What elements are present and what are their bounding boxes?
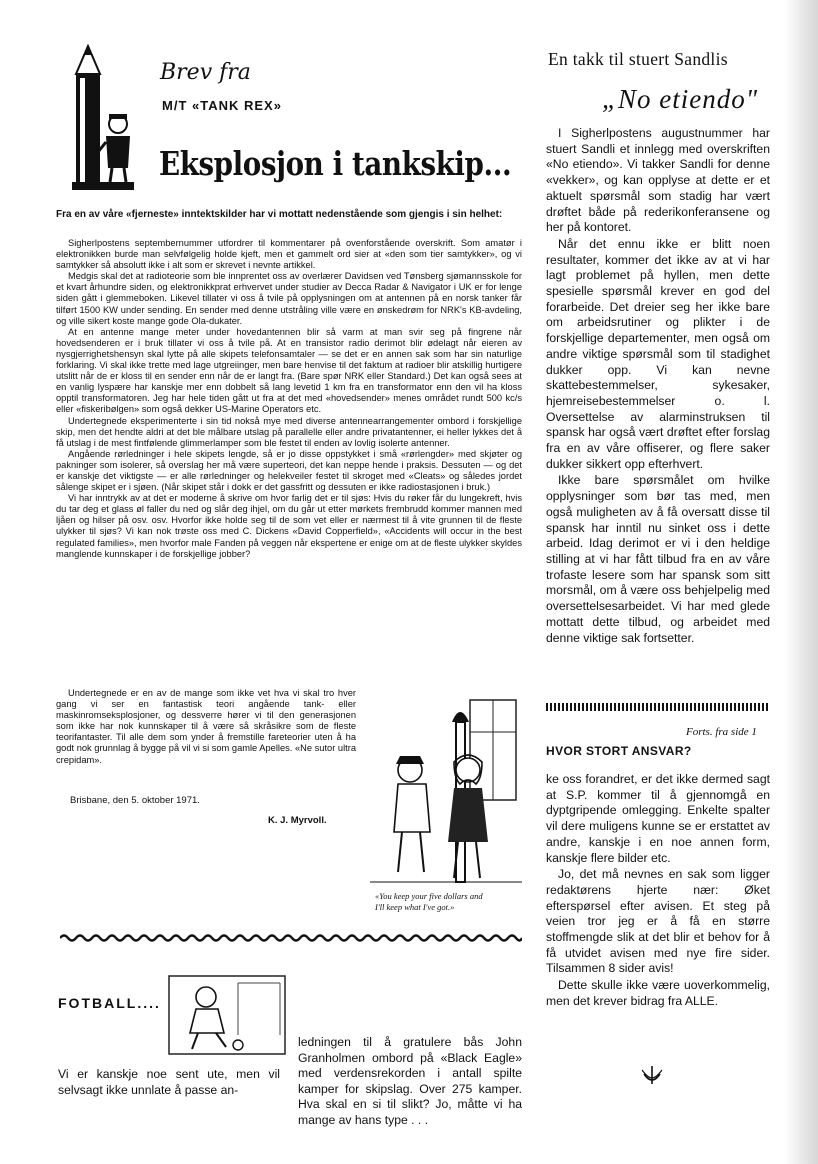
article-paragraph: At en antenne mange meter under hovedantennen blir så varm at man svir seg på fingrene når hovedsenderen er i bruk tillater vi oss å tvile på. At en transistor radio derimot blir ødelagt når eieren av nysgjerrighetshensyn skal lytte på alle skipets telefonsamtaler — se det er en annen sak som har sin naturlige forklaring. Vi skal ikke trette med lage utgreiinger, men bare henvise til det faktum at radioer blir atskillig hurtigere utslitt når de er kloss til en sender enn når de er langt fra. (Bare spør NRK eller Standard.) Det kan også sees at en vanlig lyspære har kanskje mer enn dobbelt så lang levetid 1 km fra en transformator enn den vil ha kloss opptil transformatoren. Jeg har hele tiden gått ut fra at det med «hovedsender» menes området rundt 500 kc/s eller «fiskeribølgen» som også dekker US-Marine Operators etc. xyxy=(56,326,522,415)
caption-line: I'll keep what I've got.» xyxy=(375,902,455,912)
article-body xyxy=(56,238,522,560)
end-ornament xyxy=(640,1064,664,1086)
signature: K. J. Myrvoll. xyxy=(268,815,327,826)
right-article-body xyxy=(546,126,770,647)
article-paragraph: Undertegnede er en av de mange som ikke vet hva vi skal tro hver gang vi ser en fantastisk teori angående tank- eller maskinromseksplosjoner, og dessverre hører vi til den generasjonen som ikke har nok kunnskaper til å være så skråsikre som de fleste teorifantaster. Til alle dem som ynder å fremstille fareteorier uten å ha godt nok grunnlag å bygge på vil vi si som gamle Apelles. «Ne sutor ultra crepidam». xyxy=(56,688,356,765)
fotball-cartoon xyxy=(168,975,286,1055)
article-paragraph: Medgis skal det at radioteorie som ble innprentet oss av overlærer Davidsen ved Tønsberg sjømannsskole for et kvart århundre siden, og elektronikkprat erhvervet under studier av Decca Radar & Navigator i UK er for lenge siden gått i glemmeboken. Likevel tillater vi oss å tvile på opplysningen om at antennen på en norsk tanker får tilført 1500 KW under sending. En sender med denne utstråling ville være en ønskedrøm for NRK's KB-avdeling, og ville sikert koste mange gode Ola-dukater. xyxy=(56,271,522,326)
headline: Eksplosjon i tankskip... xyxy=(159,144,512,183)
right-kicker: En takk til stuert Sandlis xyxy=(548,49,728,69)
article-paragraph: Undertegnede eksperimenterte i sin tid nokså mye med diverse antennearrangementer ombord i forskjellige skip, men det hendte aldri at det ble målbare utslag på parallelle eller andre privatantenner, ei heller lykkes det å få utslag i de mest fintfølende glimmerlamper som ble festet til enden av lovlig isolerte antenner. xyxy=(56,415,522,448)
handwritten-kicker: Brev fra xyxy=(160,60,251,85)
right-paragraph: Ikke bare spørsmålet om hvilke opplysninger som bør tas med, men også muligheten av å få oversatt disse til spansk har inntil nu sinket oss i dette arbeid. Idag derimot er vi i den heldige stilling at vi har fått tilbud fra en av våre trofaste lesere som har spansk som sitt morsmål, om å være oss behjelpelig med oversettelsesarbeidet. Vi har med glede mottatt dette tilbud, og arbeidet med denne viktige sak fortsetter. xyxy=(546,473,770,645)
right-paragraph: Jo, det må nevnes en sak som ligger redaktørens hjerte nær: Øket efterspørsel efter avisen. Et steg på veien tror jeg er å få en større stoffmengde slik at det blir et behov for å få utvidet avisen med nye fire sider. Tilsammen 8 sider avis! xyxy=(546,867,770,976)
cartoon-illustration xyxy=(370,692,522,887)
scan-shadow xyxy=(784,0,818,1164)
article-paragraph: Angående rørledninger i hele skipets lengde, så er jo disse oppstykket i små «rørlengder» med skjøter og pakninger som isolerer, så overslag her må være superteori, det kan neppe hende i praksis. Dessuten — og det er kanskje det viktigste — er alle rørledninger og helekveiler festet til skroget med «Cleats» og således jordet sålenge skipet er i sjøen. (Når skipet står i dokk er det gassfritt og dessuten er ikke radiostasjonen i bruk.) xyxy=(56,448,522,493)
right-title: „No etiendo" xyxy=(602,84,759,114)
article-last-paragraph xyxy=(56,688,356,766)
right-paragraph: ke oss forandret, er det ikke dermed sagt at S.P. kommer til å gjennomgå en dyptgripende omlegging. Enkelte spalter vil dere muligens kunne se er erstattet av andre, kanskje i en noe annen form, kanskje flere bilder etc. xyxy=(546,772,770,865)
fotball-text-left: Vi er kanskje noe sent ute, men vil selvsagt ikke unnlate å passe an- xyxy=(58,1067,280,1097)
fotball-title: FOTBALL.... xyxy=(58,995,161,1011)
ship-name: M/T «TANK REX» xyxy=(162,98,282,113)
place-date: Brisbane, den 5. oktober 1971. xyxy=(70,795,200,806)
article-lead: Fra en av våre «fjerneste» inntektskilder har vi mottatt nedenstående som gjengis i sin helhet: xyxy=(56,209,503,220)
cartoon-caption xyxy=(375,891,525,913)
dotted-divider xyxy=(546,703,770,711)
right-paragraph: Når det ennu ikke er blitt noen resultater, kommer det ikke av at vi har lagt problemet på hyllen, men dette spesielle spørsmål krever en god del forarbeide. Det dreier seg her ikke bare om arbeidsrutiner og plikter i de forskjellige departementer, men også om andre viktige spørsmål som til stadighet dukker opp. Vi kan nevne skattebestemmelser, sykesaker, hjemreisebestemmelser o. l. Oversettelse av alarminstruksen til spansk har også vært drøftet efter forslag fra en av våre offiserer, og flere saker dukker sikkert opp efterhvert. xyxy=(546,236,770,471)
fotball-text-right: ledningen til å gratulere bås John Granholmen ombord på «Black Eagle» med verdensrekorden i antall spilte kamper for skipslag. Over 275 kamper. Hva skal en si til slikt? Jo, måtte vi ha mange av hans type . . . xyxy=(298,1035,522,1127)
continued-headline: HVOR STORT ANSVAR? xyxy=(546,744,692,758)
pencil-logo xyxy=(62,44,142,194)
continued-article-body xyxy=(546,772,770,1011)
article-paragraph: Vi har inntrykk av at det er moderne å skrive om hvor farlig det er til sjøs: Hvis du røker får du lungekreft, hvis du tar deg et glass øl faller du ned og slår deg ihjel, om du går ut etter mørkets frembrudd kommer mannen med ljåen og hilser på osv. osv. Hvorfor ikke holde seg til de som vet eller er nærmest til å vite grunnen til de fleste ulykker til sjøs? Vi kan nok trøste oss med C. Dickens «David Copperfield», «Accidents will occur in the best regulated families», men hvorfor male Fanden på veggen når ekspertene er enige om at de fleste ulykker skyldes manglende kunnskaper i de forskjellige jobber? xyxy=(56,493,522,559)
right-paragraph: I Sigherlpostens augustnummer har stuert Sandli et innlegg med overskriften «No etiendo». Vi takker Sandli for denne «vekker», og kan opplyse at dette er et aktuelt spørsmål som stadig har vært drøftet både på rederikonferansene og her på kontoret. xyxy=(546,126,770,235)
caption-line: «You keep your five dollars and xyxy=(375,891,483,901)
continued-from: Forts. fra side 1 xyxy=(686,726,757,738)
article-paragraph: Sigherlpostens septembernummer utfordrer til kommentarer på ovenforstående overskrift. Som amatør i elektronikken burde man selvfølgelig holde kjeft, men et gammelt ord sier at «den som tier samtykker», og vi samtykker så absolutt ikke i alt som er skrevet i nevnte artikkel. xyxy=(56,238,522,271)
right-paragraph: Dette skulle ikke være uoverkommelig, men det krever bidrag fra ALLE. xyxy=(546,978,770,1008)
wavy-divider xyxy=(60,933,522,943)
